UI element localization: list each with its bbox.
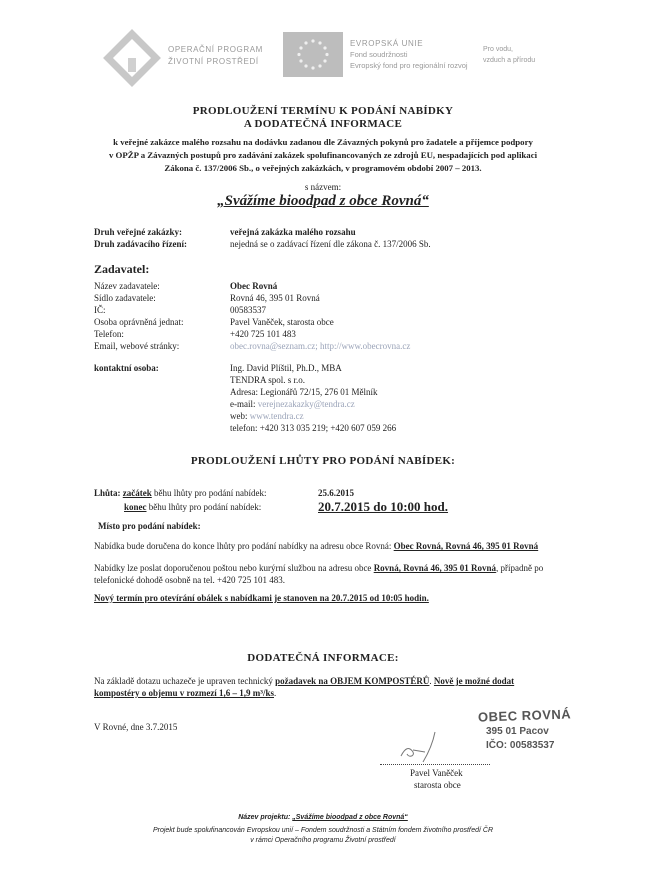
- stamp-line1: OBEC ROVNÁ: [477, 706, 572, 725]
- kontakt-phone: telefon: +420 313 035 219; +420 607 059 266: [230, 423, 397, 433]
- zacatek-word: začátek: [122, 488, 152, 498]
- intro-line3: Zákona č. 137/2006 Sb., o veřejných zakázkách, v programovém období 2007 – 2013.: [164, 163, 482, 173]
- zad-value-1: Rovná 46, 395 01 Rovná: [230, 293, 320, 303]
- op-line1: OPERAČNÍ PROGRAM: [168, 45, 263, 54]
- dod-line2: kompostéry o objemu v rozmezí 1,6 – 1,9 m³/ks: [94, 688, 275, 698]
- misto-address: Obec Rovná, Rovná 46, 395 01 Rovná: [393, 541, 539, 551]
- zacatek-value: 25.6.2015: [318, 488, 354, 498]
- stamp-line2: 395 01 Pacov: [486, 726, 549, 737]
- zad-label-5: Email, webové stránky:: [94, 341, 180, 351]
- side-line1: Pro vodu,: [483, 46, 513, 53]
- dod-bold2: Nově je možné dodat: [433, 676, 515, 686]
- misto-row: [94, 541, 538, 552]
- kontakt-email-link[interactable]: verejnezakazky@tendra.cz: [257, 399, 355, 409]
- misto-text: Nabídka bude doručena do konce lhůty pro podání nabídky na adresu obce Rovná:: [94, 541, 394, 551]
- project-label: Název projektu:: [238, 814, 293, 821]
- title-line1: PRODLOUŽENÍ TERMÍNU K PODÁNÍ NABÍDKY: [192, 105, 454, 117]
- dod-line2-end: .: [274, 688, 277, 698]
- op-zp-label: [168, 44, 263, 68]
- project-row: [0, 814, 646, 821]
- zacatek-rest: běhu lhůty pro podání nabídek:: [151, 488, 267, 498]
- dod-text2: .: [429, 676, 434, 686]
- s-nazvem: s názvem:: [304, 182, 342, 192]
- intro-line2: v OPŽP a Závazných postupů pro zadávání zakázek spolufinancovaných ze zdrojů EU, nespadajících pod aplikaci: [108, 150, 538, 160]
- druh-rizeni-label: Druh zadávacího řízení:: [94, 239, 187, 249]
- posta-text2: , případně po: [495, 563, 544, 573]
- zacatek-row: [94, 488, 267, 499]
- signer-title: starosta obce: [414, 780, 461, 790]
- zad-label-2: IČ:: [94, 305, 106, 315]
- kontakt-address: Adresa: Legionářů 72/15, 276 01 Mělník: [230, 387, 378, 397]
- kontakt-label: kontaktní osoba:: [94, 363, 159, 373]
- zad-label-3: Osoba oprávněná jednat:: [94, 317, 184, 327]
- dodatecna-line2: [94, 688, 276, 699]
- lhuty-heading: PRODLOUŽENÍ LHŮTY PRO PODÁNÍ NABÍDEK:: [190, 455, 456, 467]
- kontakt-name: Ing. David Plíštil, Ph.D., MBA: [230, 363, 342, 373]
- kontakt-web-row: [230, 411, 304, 422]
- novy-termin: Nový termín pro otevírání obálek s nabídkami je stanoven na 20.7.2015 od 10:05 hodin.: [94, 593, 429, 603]
- kontakt-company: TENDRA spol. s r.o.: [230, 375, 306, 385]
- kontakt-web-link[interactable]: www.tendra.cz: [249, 411, 304, 421]
- side-slogan: [483, 44, 535, 66]
- note-line1: Projekt bude spolufinancován Evropskou unií – Fondem soudržnosti a Státním fondem životního prostředí ČR: [152, 827, 494, 834]
- konec-word: konec: [124, 502, 147, 512]
- kontakt-email-row: [230, 399, 355, 410]
- posta-text1: Nabídky lze poslat doporučenou poštou nebo kurýrní službou na adresu obce: [94, 563, 374, 573]
- op-line2: ŽIVOTNÍ PROSTŘEDÍ: [168, 57, 259, 66]
- note-line2: v rámci Operačního programu Životní prostředí: [250, 837, 396, 844]
- dodatecna-line1: [94, 676, 514, 687]
- druh-zakazky-label: Druh veřejné zakázky:: [94, 227, 182, 237]
- dod-text1: Na základě dotazu uchazeče je upraven technický: [94, 676, 276, 686]
- side-line2: vzduch a přírodu: [483, 57, 536, 64]
- eu-label: [350, 38, 468, 71]
- zadavatel-heading: Zadavatel:: [94, 262, 150, 276]
- eu-line1: EVROPSKÁ UNIE: [350, 39, 424, 48]
- dodatecna-heading: DODATEČNÁ INFORMACE:: [247, 652, 399, 664]
- op-zp-logo: [102, 28, 162, 88]
- druh-rizeni-value: nejedná se o zadávací řízení dle zákona č. 137/2006 Sb.: [230, 239, 431, 249]
- signer-name: Pavel Vaněček: [410, 768, 463, 778]
- zad-label-0: Název zadavatele:: [94, 281, 160, 291]
- konec-rest: běhu lhůty pro podání nabídek:: [146, 502, 262, 512]
- konec-row: [124, 502, 261, 513]
- kontakt-email-label: e-mail:: [230, 399, 258, 409]
- signature-line: [380, 764, 490, 765]
- zad-value-2: 00583537: [230, 305, 266, 315]
- contract-name: „Svážíme bioodpad z obce Rovná“: [217, 193, 429, 209]
- eu-flag: [283, 32, 343, 77]
- title-line2: A DODATEČNÁ INFORMACE: [243, 118, 403, 130]
- kontakt-web-label: web:: [230, 411, 250, 421]
- zad-value-5[interactable]: obec.rovna@seznam.cz; http://www.obecrovna.cz: [230, 341, 411, 351]
- stamp-line3: IČO: 00583537: [486, 740, 555, 751]
- zad-value-0: Obec Rovná: [230, 281, 278, 291]
- posta-row: [94, 563, 543, 574]
- project-name: „Svážíme bioodpad z obce Rovná“: [292, 814, 408, 821]
- signature: [395, 728, 465, 764]
- intro-line1: k veřejné zakázce malého rozsahu na dodávku zadanou dle Závazných pokynů pro žadatele a příjemce podpory: [113, 137, 533, 147]
- posta-line2: telefonické dohodě osobně na tel. +420 725 101 483.: [94, 575, 286, 585]
- konec-value: 20.7.2015 do 10:00 hod.: [318, 499, 449, 514]
- place-date: V Rovné, dne 3.7.2015: [94, 722, 178, 732]
- misto-heading: Místo pro podání nabídek:: [98, 521, 201, 531]
- druh-zakazky-value: veřejná zakázka malého rozsahu: [230, 227, 356, 237]
- zad-value-4: +420 725 101 483: [230, 329, 296, 339]
- dod-bold1: požadavek na OBJEM KOMPOSTÉRŮ: [275, 676, 430, 686]
- eu-line3: Evropský fond pro regionální rozvoj: [350, 61, 468, 70]
- zad-label-4: Telefon:: [94, 329, 124, 339]
- zad-value-3: Pavel Vaněček, starosta obce: [230, 317, 334, 327]
- posta-address: Rovná, Rovná 46, 395 01 Rovná: [373, 563, 496, 573]
- eu-line2: Fond soudržnosti: [350, 50, 408, 59]
- lhuta-word: Lhůta:: [94, 488, 121, 498]
- zad-label-1: Sídlo zadavatele:: [94, 293, 156, 303]
